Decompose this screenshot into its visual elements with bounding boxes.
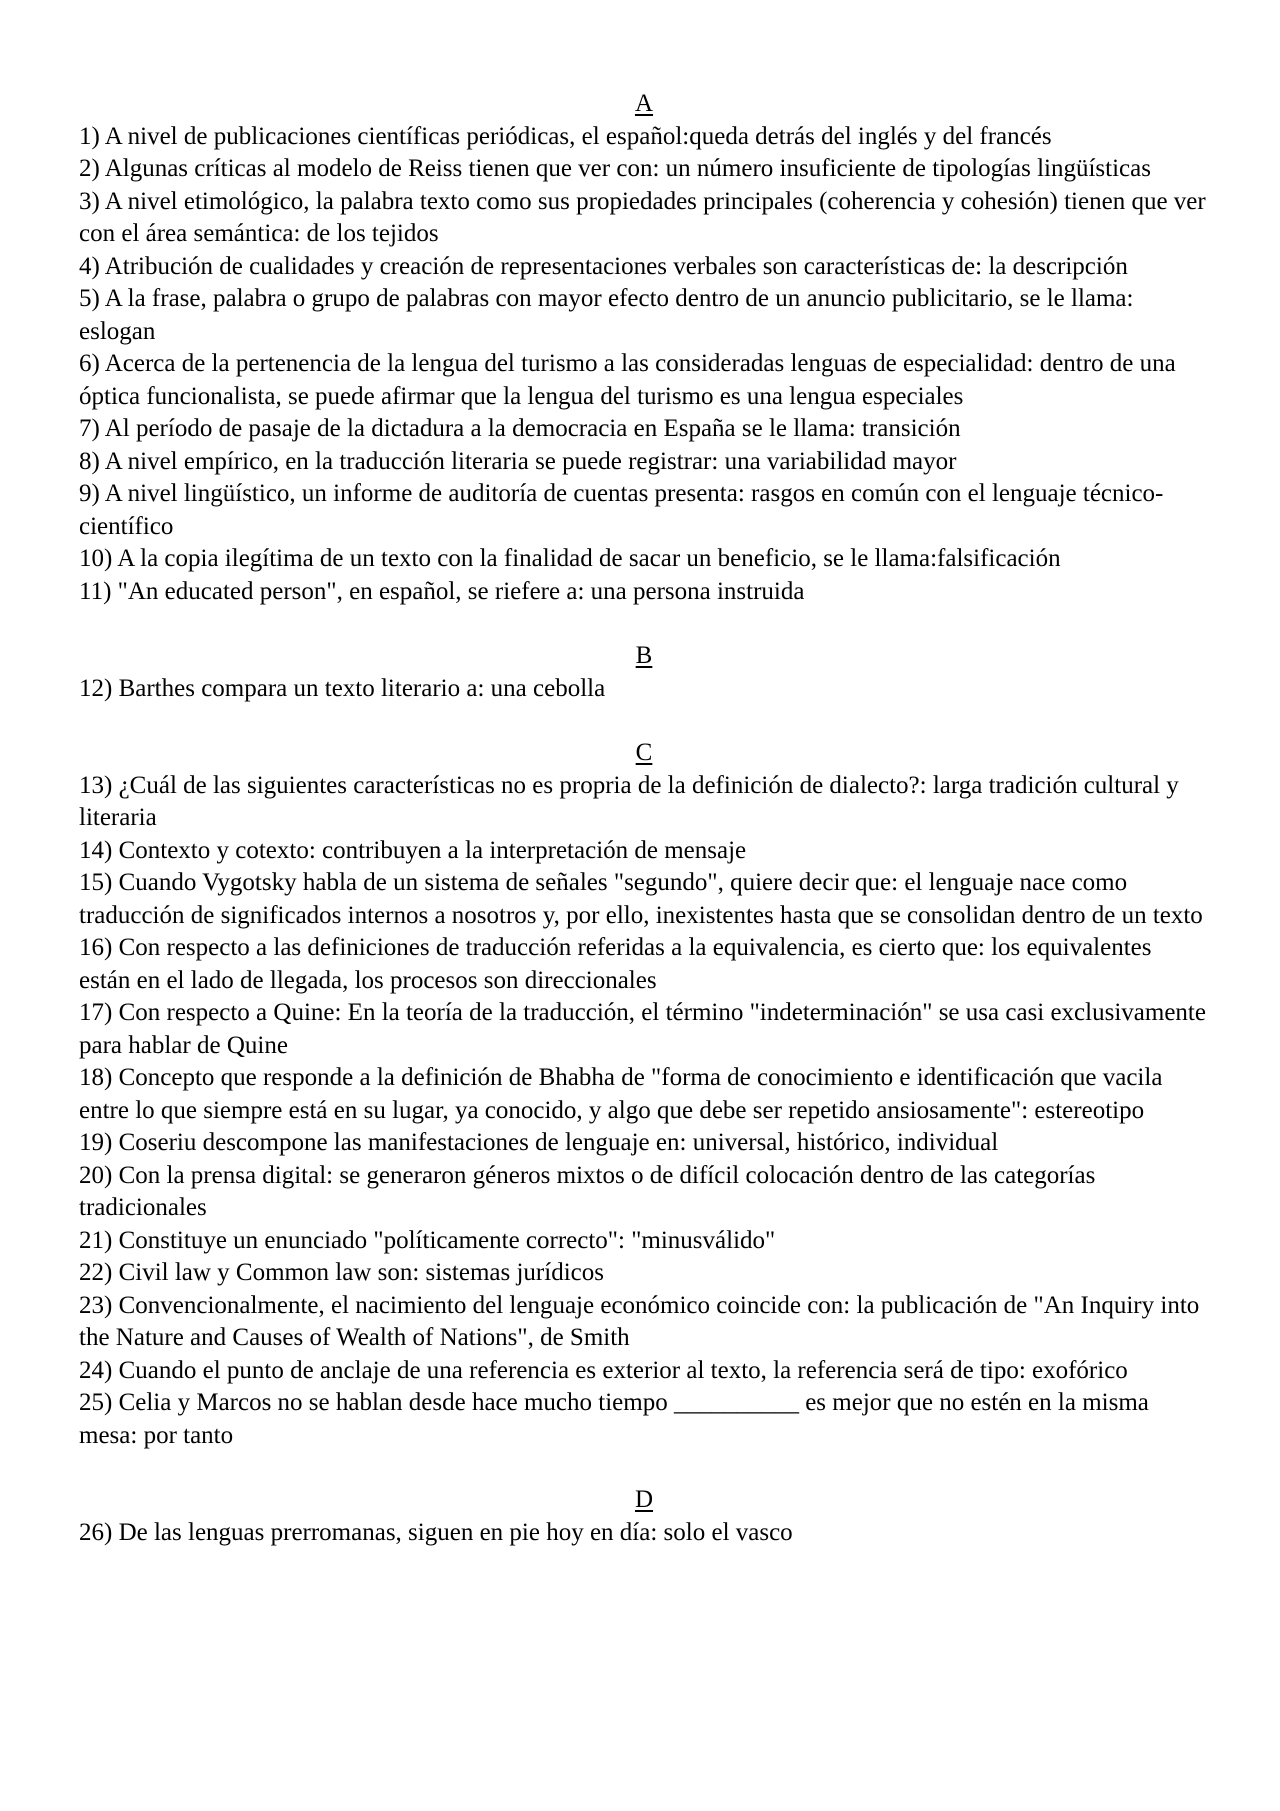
section-heading: B [635,642,653,669]
section-d [79,1484,1209,1549]
section-heading: D [634,1486,654,1513]
question-item: 13) ¿Cuál de las siguientes características no es propria de la definición de dialecto?: larga tradición cultural y literaria [79,771,1179,831]
question-item: 15) Cuando Vygotsky habla de un sistema de señales "segundo", quiere decir que: el lenguaje nace como traducción de significados internos a nosotros y, por ello, inexistentes hasta que se consolidan dentro de un texto [79,869,1203,929]
question-item: 20) Con la prensa digital: se generaron géneros mixtos o de difícil colocación dentro de las categorías tradicionales [79,1161,1096,1221]
question-item: 24) Cuando el punto de anclaje de una referencia es exterior al texto, la referencia será de tipo: exofórico [79,1356,1128,1384]
question-item: 11) "An educated person", en español, se riefere a: una persona instruida [79,577,805,605]
question-item: 8) A nivel empírico, en la traducción literaria se puede registrar: una variabilidad mayor [79,447,957,475]
section-heading: A [634,90,654,117]
question-item: 12) Barthes compara un texto literario a: una cebolla [79,674,606,702]
question-item: 10) A la copia ilegítima de un texto con la finalidad de sacar un beneficio, se le llama:falsificación [79,545,1061,572]
question-item: 14) Contexto y cotexto: contribuyen a la interpretación de mensaje [79,836,747,864]
section-c [79,737,1209,1452]
question-item: 3) A nivel etimológico, la palabra texto como sus propiedades principales (coherencia y cohesión) tienen que ver con el área semántica: de los tejidos [79,187,1206,247]
question-item: 2) Algunas críticas al modelo de Reiss tienen que ver con: un número insuficiente de tipologías lingüísticas [79,155,1151,182]
question-item: 22) Civil law y Common law son: sistemas jurídicos [79,1259,604,1286]
question-item: 19) Coseriu descompone las manifestaciones de lenguaje en: universal, histórico, individual [79,1129,999,1156]
section-b [79,640,1209,705]
question-item: 18) Concepto que responde a la definición de Bhabha de "forma de conocimiento e identificación que vacila entre lo que siempre está en su lugar, ya conocido, y algo que debe ser repetido ansiosamente": estereotipo [79,1064,1163,1124]
section-heading: C [635,739,653,766]
question-item: 4) Atribución de cualidades y creación de representaciones verbales son características de: la descripción [79,252,1128,280]
question-item: 26) De las lenguas prerromanas, siguen en pie hoy en día: solo el vasco [79,1518,793,1546]
question-item: 23) Convencionalmente, el nacimiento del lenguaje económico coincide con: la publicación de "An Inquiry into the Nature and Causes of Wealth of Nations", de Smith [79,1291,1200,1351]
question-item: 21) Constituye un enunciado "políticamente correcto": "minusválido" [79,1226,776,1254]
question-item: 7) Al período de pasaje de la dictadura a la democracia en España se le llama: transición [79,415,961,442]
question-item: 6) Acerca de la pertenencia de la lengua del turismo a las consideradas lenguas de especialidad: dentro de una óptica funcionalista, se puede afirmar que la lengua del turismo es una lengua especiales [79,350,1176,410]
question-item: 17) Con respecto a Quine: En la teoría de la traducción, el término "indeterminación" se usa casi exclusivamente para hablar de Quine [79,999,1206,1059]
question-item: 9) A nivel lingüístico, un informe de auditoría de cuentas presenta: rasgos en común con el lenguaje técnico-científico [79,480,1164,540]
section-a [79,88,1209,608]
question-item: 16) Con respecto a las definiciones de traducción referidas a la equivalencia, es cierto que: los equivalentes están en el lado de llegada, los procesos son direccionales [79,934,1152,994]
question-item: 1) A nivel de publicaciones científicas periódicas, el español:queda detrás del inglés y del francés [79,122,1052,150]
document-body [79,88,1209,1581]
question-item: 25) Celia y Marcos no se hablan desde hace mucho tiempo __________ es mejor que no estén en la misma mesa: por tanto [79,1389,1149,1449]
question-item: 5) A la frase, palabra o grupo de palabras con mayor efecto dentro de un anuncio publicitario, se le llama: eslogan [79,285,1134,345]
